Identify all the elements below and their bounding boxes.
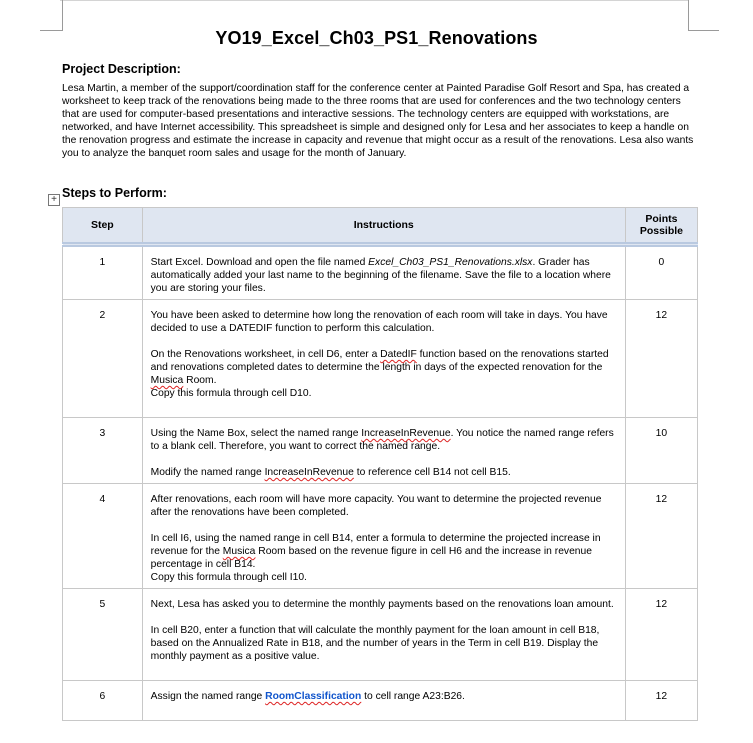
step-instructions <box>142 589 625 681</box>
text-run: Room based on the revenue figure in cell H6 and the increase in revenue percentage in cell B14. <box>150 546 592 570</box>
paragraph: After renovations, each room will have more capacity. You want to determine the projected revenue after the renovations have been completed. <box>150 494 602 518</box>
step-number: 1 <box>63 245 143 300</box>
paragraph: In cell B20, enter a function that will calculate the monthly payment for the loan amount in cell B18, based on the Annualized Rate in B18, and the number of years in the Term in cell B19. Display the monthly payment as a positive value. <box>150 625 600 662</box>
steps-heading: Steps to Perform: <box>62 186 167 200</box>
paragraph: You have been asked to determine how long the renovation of each room will take in days. You have decided to use a DATEDIF function to perform this calculation. <box>150 310 608 334</box>
step-points: 10 <box>625 418 697 484</box>
step-number: 5 <box>63 589 143 681</box>
table-row <box>63 300 698 418</box>
project-description-text: Lesa Martin, a member of the support/coordination staff for the conference center at Painted Paradise Golf Resort and Spa, has created a worksheet to keep track of the renovations being made to the three rooms that are used for conferences and the two technology centers that are used for computer-based presentations and interactive sessions. The technology centers are equipped with workstations, are networked, and have Internet accessibility. This spreadsheet is simple and designed only for Lesa and her associates to keep a handle on the renovation progress and estimate the increase in capacity and revenue that might occur as a result of the renovations. Lesa also wants you to analyze the banquet room sales and usage for the month of January. <box>62 83 694 159</box>
step-number: 6 <box>63 681 143 721</box>
table-header-row <box>63 208 698 245</box>
table-row <box>63 484 698 589</box>
step-instructions <box>142 484 625 589</box>
step-points: 12 <box>625 681 697 721</box>
text-run: Using the Name Box, select the named range <box>150 428 362 439</box>
spellcheck-word: Musica <box>150 375 184 386</box>
text-run: function based on the renovations started and renovations completed dates to determine the length in days of the expected renovation for the <box>150 349 609 373</box>
step-number: 3 <box>63 418 143 484</box>
named-range-link[interactable]: RoomClassification <box>265 691 362 702</box>
filename-text: Excel_Ch03_PS1_Renovations.xlsx <box>368 257 533 268</box>
table-move-handle-icon[interactable]: + <box>48 194 60 206</box>
text-run: In cell I6, using the named range in cell B14, enter a formula to determine the projected increase in revenue for the <box>150 533 601 557</box>
step-instructions <box>142 418 625 484</box>
crop-mark-right <box>688 0 719 31</box>
table-row <box>63 418 698 484</box>
step-points: 12 <box>625 300 697 418</box>
step-number: 2 <box>63 300 143 418</box>
step-points: 12 <box>625 484 697 589</box>
spellcheck-word: DatedIF <box>380 349 417 360</box>
table-row <box>63 245 698 300</box>
step-instructions <box>142 245 625 300</box>
step-number: 4 <box>63 484 143 589</box>
header-step: Step <box>63 208 143 245</box>
project-description-heading: Project Description: <box>62 62 181 76</box>
table-row <box>63 681 698 721</box>
spellcheck-word: IncreaseInRevenue <box>264 467 354 478</box>
text-run: to cell range A23:B26. <box>361 691 465 702</box>
header-instructions: Instructions <box>142 208 625 245</box>
text-run: Room. <box>183 375 217 386</box>
step-points: 12 <box>625 589 697 681</box>
step-instructions <box>142 681 625 721</box>
document-title: YO19_Excel_Ch03_PS1_Renovations <box>215 28 538 48</box>
crop-mark-left <box>40 0 63 31</box>
text-run: Copy this formula through cell D10. <box>150 388 312 399</box>
table-row <box>63 589 698 681</box>
step-points: 0 <box>625 245 697 300</box>
text-run: to reference cell B14 not cell B15. <box>353 467 511 478</box>
text-run: Copy this formula through cell I10. <box>150 572 307 583</box>
header-points: Points Possible <box>625 208 697 245</box>
text-run: Modify the named range <box>150 467 265 478</box>
text-run: . Grader has automatically added your last name to the beginning of the filename. Save the file to a location where you are storing your files. <box>150 257 611 294</box>
text-run: . You notice the named range refers to a blank cell. Therefore, you want to correct the named range. <box>150 428 614 452</box>
paragraph: Next, Lesa has asked you to determine the monthly payments based on the renovations loan amount. <box>150 599 614 610</box>
step-instructions <box>142 300 625 418</box>
text-run: Assign the named range <box>150 691 266 702</box>
text-run: On the Renovations worksheet, in cell D6, enter a <box>150 349 381 360</box>
steps-table <box>62 207 698 721</box>
page-edge-line <box>60 0 688 2</box>
spellcheck-word: IncreaseInRevenue <box>361 428 451 439</box>
text-run: Start Excel. Download and open the file named <box>150 257 369 268</box>
spellcheck-word: Musica <box>222 546 256 557</box>
